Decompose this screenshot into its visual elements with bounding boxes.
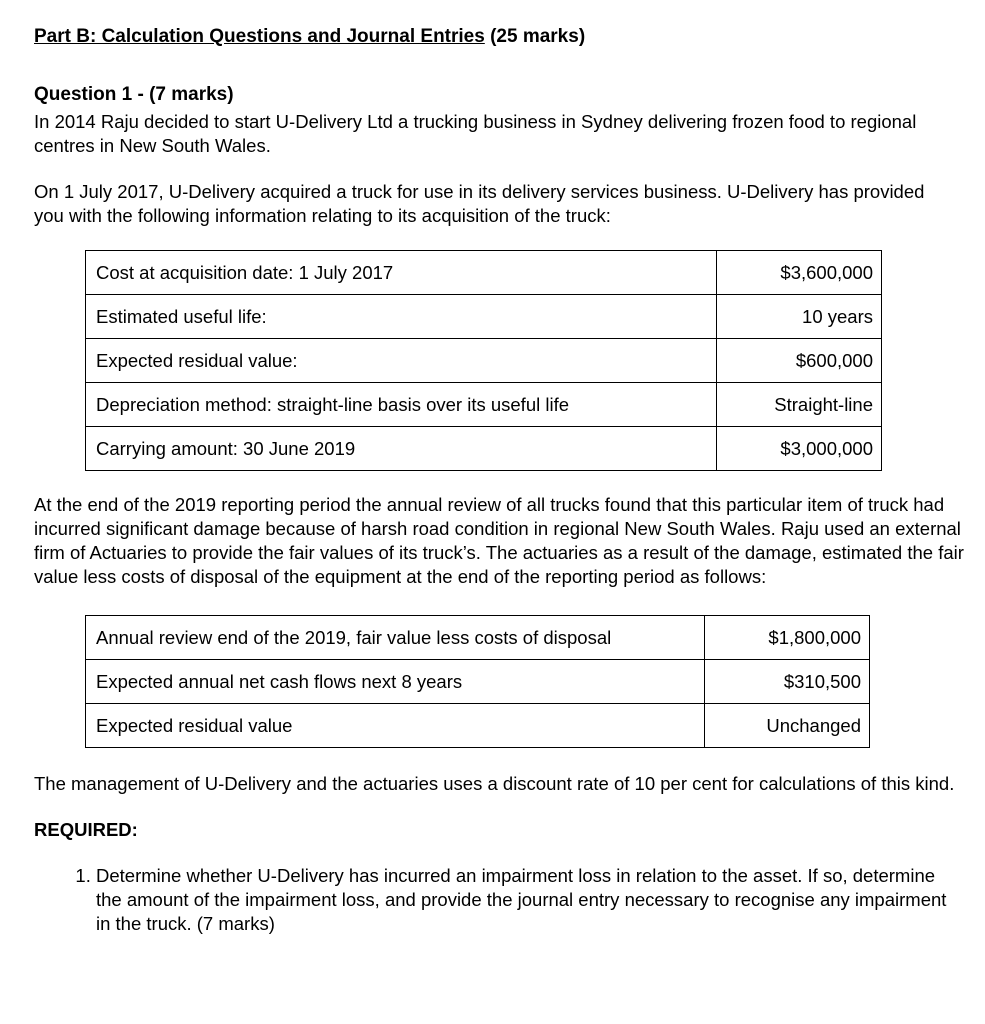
table-cell-label: Cost at acquisition date: 1 July 2017 [86, 251, 717, 295]
required-list [34, 864, 964, 936]
table-row [86, 383, 882, 427]
part-title [34, 24, 964, 50]
part-title-text: Part B: Calculation Questions and Journal Entries [34, 26, 485, 47]
table-row [86, 660, 870, 704]
table-cell-label: Expected residual value [86, 704, 705, 748]
part-title-marks: (25 marks) [484, 26, 586, 47]
table-cell-label: Expected annual net cash flows next 8 years [86, 660, 705, 704]
table-cell-value: $3,000,000 [717, 427, 882, 471]
table-row [86, 427, 882, 471]
table-cell-label: Estimated useful life: [86, 295, 717, 339]
acquisition-table [85, 250, 882, 471]
table-row [86, 339, 882, 383]
intro-paragraph-2: On 1 July 2017, U-Delivery acquired a truck for use in its delivery services business. U-Delivery has provided you with the following information relating to its acquisition of the truck: [34, 181, 925, 226]
table-cell-value: Unchanged [705, 704, 870, 748]
table-cell-value: $600,000 [717, 339, 882, 383]
list-item: 1. Determine whether U-Delivery has incurred an impairment loss in relation to the asset. If so, determine the amount of the impairment loss, and provide the journal entry necessary to recognise any impairment in the truck. (7 marks) [96, 864, 964, 936]
table-row [86, 704, 870, 748]
table-cell-label: Depreciation method: straight-line basis over its useful life [86, 383, 717, 427]
table-cell-value: $310,500 [705, 660, 870, 704]
table-cell-label: Expected residual value: [86, 339, 717, 383]
table-cell-label: Annual review end of the 2019, fair value less costs of disposal [86, 616, 705, 660]
question-title: Question 1 - (7 marks) [34, 84, 234, 105]
fair-value-table [85, 615, 870, 748]
document-page [34, 24, 964, 936]
table-row [86, 295, 882, 339]
table-cell-value: $1,800,000 [705, 616, 870, 660]
review-paragraph: At the end of the 2019 reporting period the annual review of all trucks found that this particular item of truck had incurred significant damage because of harsh road condition in regional New South Wales. Raju used an external firm of Actuaries to provide the fair values of its truck’s. The actuaries as a result of the damage, estimated the fair value less costs of disposal of the equipment at the end of the reporting period as follows: [34, 494, 964, 587]
table-cell-value: Straight-line [717, 383, 882, 427]
table-cell-value: 10 years [717, 295, 882, 339]
intro-paragraph-1: In 2014 Raju decided to start U-Delivery Ltd a trucking business in Sydney delivering frozen food to regional centres in New South Wales. [34, 111, 917, 156]
discount-paragraph: The management of U-Delivery and the actuaries uses a discount rate of 10 per cent for calculations of this kind. [34, 773, 955, 794]
table-row [86, 251, 882, 295]
table-cell-label: Carrying amount: 30 June 2019 [86, 427, 717, 471]
table-cell-value: $3,600,000 [717, 251, 882, 295]
table-row [86, 616, 870, 660]
required-heading: REQUIRED: [34, 819, 138, 840]
